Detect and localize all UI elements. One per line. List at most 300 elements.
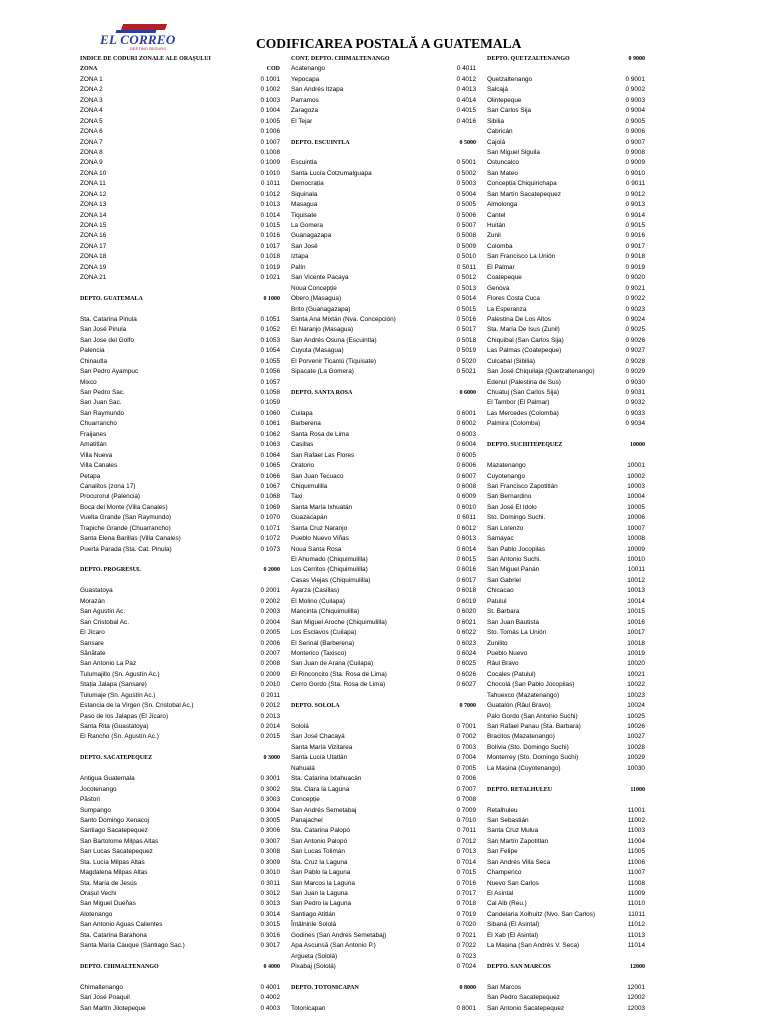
postal-code-row bbox=[487, 701, 645, 711]
place-name: ZONA 18 bbox=[80, 253, 107, 261]
postal-code-row bbox=[80, 378, 280, 388]
postal-code: 0 2007 bbox=[260, 649, 280, 657]
postal-code-row bbox=[487, 576, 645, 586]
postal-code: 0 5014 bbox=[456, 295, 476, 303]
place-name: Monterrey (Sto. Domingo Suchi) bbox=[487, 754, 579, 762]
department-name: DEPTO. GUATEMALA bbox=[80, 296, 143, 303]
place-name: Cajolá bbox=[487, 138, 506, 146]
place-name: Trapiche Grande (Chuarrancho) bbox=[80, 524, 171, 532]
postal-code-row bbox=[291, 795, 476, 805]
postal-code-row bbox=[487, 837, 645, 847]
postal-code-row bbox=[80, 597, 280, 607]
postal-code: 0 5011 bbox=[456, 263, 476, 271]
postal-code: 0 2006 bbox=[260, 639, 280, 647]
postal-code-row bbox=[80, 941, 280, 951]
place-name: Stația Jalapa (Sansare) bbox=[80, 681, 147, 689]
place-name: INDICE DE CODURI ZONALE ALE ORAȘULUI bbox=[80, 56, 211, 62]
postal-code: 0 3002 bbox=[260, 785, 280, 793]
postal-code: 0 9014 bbox=[625, 211, 645, 219]
place-name: Palín bbox=[291, 263, 306, 271]
place-name: ZONA 15 bbox=[80, 222, 107, 229]
postal-code: 0 4014 bbox=[456, 96, 476, 104]
postal-code: 0 3005 bbox=[260, 816, 280, 824]
place-name: Cantel bbox=[487, 211, 506, 219]
postal-code: 0 7008 bbox=[456, 796, 476, 804]
postal-code-row bbox=[80, 325, 280, 335]
postal-code: 0 9002 bbox=[625, 86, 645, 94]
place-name: Sta. Lucía Milpas Altas bbox=[80, 858, 145, 866]
place-name: San Vicente Pacaya bbox=[291, 274, 349, 282]
department-name: DEPTO. CHIMALTENANGO bbox=[80, 964, 159, 971]
place-name: San Antonio Suchi. bbox=[487, 556, 542, 563]
postal-code: 0 7013 bbox=[456, 848, 476, 856]
place-name: Sansare bbox=[80, 639, 104, 647]
postal-code: 0 1062 bbox=[260, 430, 280, 438]
postal-code: 0 1056 bbox=[260, 368, 280, 376]
place-name: San Juan de Arana (Cuilapa) bbox=[291, 660, 374, 668]
postal-code-row bbox=[487, 472, 645, 482]
place-name: El Ahumado (Chiquimulilla) bbox=[291, 556, 368, 563]
place-name: Sta. Cruz la Laguna bbox=[291, 858, 348, 866]
column-heading bbox=[80, 64, 280, 74]
postal-code: 0 5004 bbox=[456, 190, 476, 198]
place-name: CONT. DEPTO. CHIMALTENANGO bbox=[291, 56, 390, 62]
postal-code: 11002 bbox=[627, 816, 645, 824]
postal-code: 0 9006 bbox=[625, 128, 645, 136]
postal-code-row bbox=[291, 252, 476, 262]
place-name: San Andrés Osuna (Escuintla) bbox=[291, 336, 377, 344]
postal-code-row bbox=[487, 712, 645, 722]
postal-code: 0 9017 bbox=[625, 242, 645, 250]
postal-code-row bbox=[291, 294, 476, 304]
place-name: Santo Domingo Xenacoj bbox=[80, 816, 149, 824]
postal-code: 0 1059 bbox=[260, 399, 280, 407]
postal-code: 10020 bbox=[627, 660, 645, 668]
place-name: Los Esclavos (Cuilapa) bbox=[291, 629, 357, 637]
department-name: DEPTO. SANTA ROSA bbox=[291, 390, 353, 396]
postal-code-row bbox=[80, 190, 280, 200]
postal-code: 0 6002 bbox=[456, 420, 476, 428]
postal-code: 10027 bbox=[627, 733, 645, 741]
postal-code: 0 6020 bbox=[456, 608, 476, 616]
place-name: Yepocapa bbox=[291, 75, 320, 83]
place-name: Champerico bbox=[487, 869, 522, 877]
postal-code: 10012 bbox=[627, 576, 645, 584]
postal-code-row bbox=[80, 430, 280, 440]
postal-code: 10014 bbox=[627, 597, 645, 605]
postal-code-row bbox=[291, 910, 476, 920]
postal-code: 10021 bbox=[627, 670, 645, 678]
postal-code-row bbox=[487, 409, 645, 419]
postal-code-row bbox=[80, 242, 280, 252]
postal-code-row bbox=[487, 179, 645, 189]
postal-code: 0 2014 bbox=[260, 723, 280, 730]
postal-code: 0 3004 bbox=[260, 806, 280, 814]
postal-code-row bbox=[291, 492, 476, 502]
column-heading bbox=[80, 54, 280, 64]
place-name: Culcabal (Sibilia) bbox=[487, 357, 535, 365]
place-name: San Agustín Ac. bbox=[80, 608, 126, 616]
place-name: Râul Bravo bbox=[487, 660, 519, 668]
postal-code-row bbox=[80, 847, 280, 857]
postal-code-row bbox=[487, 920, 645, 930]
postal-code-row bbox=[487, 221, 645, 231]
postal-code: 10003 bbox=[627, 482, 645, 490]
postal-code: 0 6010 bbox=[456, 503, 476, 511]
postal-code: 10008 bbox=[627, 535, 645, 543]
place-name: San Rafael Las Flores bbox=[291, 451, 355, 459]
place-name: Santa Lucía Utatlán bbox=[291, 754, 348, 762]
postal-code: 0 9022 bbox=[625, 295, 645, 303]
postal-code: 0 1067 bbox=[260, 482, 280, 490]
place-name: Santa Rosa de Lima bbox=[291, 430, 349, 438]
postal-code-row bbox=[291, 586, 476, 596]
place-name: Cocales (Patulul) bbox=[487, 670, 536, 678]
page-title: CODIFICAREA POSTALĂ A GUATEMALA bbox=[256, 36, 522, 51]
place-name: Santa Lucía Cotzumalguapa bbox=[291, 169, 372, 177]
postal-code: 0 1019 bbox=[260, 263, 280, 271]
postal-code: 0 9019 bbox=[625, 263, 645, 271]
postal-code: 0 5013 bbox=[456, 284, 476, 292]
place-name: Santa Elena Barillas (Villa Canales) bbox=[80, 535, 181, 543]
place-name: Monterico (Taxisco) bbox=[291, 649, 347, 657]
place-name: San Pedro Sacatepequez bbox=[487, 994, 560, 1002]
place-name: San Andrés Semetabaj bbox=[291, 806, 357, 814]
postal-code: 0 7005 bbox=[456, 764, 476, 772]
postal-code: 0 1052 bbox=[260, 326, 280, 334]
postal-code-row bbox=[487, 691, 645, 701]
postal-code: 10022 bbox=[627, 681, 645, 689]
postal-code: 11013 bbox=[627, 931, 645, 939]
postal-code-row bbox=[80, 732, 280, 742]
postal-code-row bbox=[487, 305, 645, 315]
postal-code-row bbox=[291, 169, 476, 179]
place-name: Păstori bbox=[80, 796, 100, 804]
postal-code-row bbox=[291, 858, 476, 868]
postal-code: 0 6004 bbox=[456, 441, 476, 449]
postal-code-row bbox=[487, 597, 645, 607]
postal-code: 11005 bbox=[627, 848, 645, 856]
postal-code-row bbox=[80, 451, 280, 461]
postal-code-row bbox=[487, 273, 645, 283]
place-name: El Serinal (Barberena) bbox=[291, 639, 355, 647]
postal-code: 0 7019 bbox=[456, 910, 476, 918]
place-name: Noua Concepție bbox=[291, 284, 337, 292]
place-name: Huitán bbox=[487, 222, 506, 229]
postal-code: 0 7009 bbox=[456, 806, 476, 814]
postal-code-row bbox=[291, 806, 476, 816]
postal-code: 0 5007 bbox=[456, 222, 476, 229]
place-name: Cal Alb (Reu.) bbox=[487, 900, 527, 908]
place-name: Tulumaje (Sn. Agustín Ac.) bbox=[80, 691, 156, 699]
postal-code: 11012 bbox=[627, 921, 645, 929]
spacer-row bbox=[291, 398, 476, 408]
department-heading bbox=[291, 701, 476, 711]
place-name: Santa Cruz Mulua bbox=[487, 827, 539, 835]
place-name: Sănătate bbox=[80, 649, 106, 657]
postal-code-row bbox=[487, 659, 645, 669]
postal-code-row bbox=[487, 169, 645, 179]
place-name: Mixco bbox=[80, 378, 97, 386]
postal-code: 0 9030 bbox=[625, 378, 645, 386]
postal-code-row bbox=[291, 117, 476, 127]
postal-code: 11009 bbox=[627, 890, 645, 897]
postal-code-row bbox=[291, 190, 476, 200]
postal-code: 0 1068 bbox=[260, 493, 280, 501]
postal-code: 0 7002 bbox=[456, 733, 476, 741]
postal-code: 0 4000 bbox=[263, 964, 280, 971]
postal-code-row bbox=[80, 983, 280, 993]
postal-code-row bbox=[291, 962, 476, 972]
place-name: Magdalena Milpas Altas bbox=[80, 869, 148, 877]
postal-code: 0 5010 bbox=[456, 253, 476, 261]
postal-code-column-3 bbox=[487, 54, 645, 1014]
postal-code: 10028 bbox=[627, 743, 645, 751]
place-name: Pixabaj (Sololá) bbox=[291, 963, 336, 971]
postal-code: 0 6009 bbox=[456, 493, 476, 501]
postal-code: 0 8001 bbox=[456, 1004, 476, 1012]
place-name: ZONA 13 bbox=[80, 201, 107, 209]
postal-code: 0 1063 bbox=[260, 441, 280, 449]
postal-code-row bbox=[487, 252, 645, 262]
postal-code: 0 5006 bbox=[456, 211, 476, 219]
postal-code-row bbox=[80, 461, 280, 471]
place-name: Paso de los Jalapas (El Jícaro) bbox=[80, 712, 169, 720]
postal-code-row bbox=[80, 252, 280, 262]
postal-code-row bbox=[291, 607, 476, 617]
postal-code-row bbox=[291, 545, 476, 555]
place-name: Quetzaltenango bbox=[487, 75, 533, 83]
postal-code-row bbox=[487, 628, 645, 638]
place-name: Guastatoya bbox=[80, 587, 113, 595]
postal-code: 0 1057 bbox=[260, 378, 280, 386]
postal-code-row bbox=[487, 826, 645, 836]
postal-code-row bbox=[291, 868, 476, 878]
place-name: Puerta Parada (Sta. Cat. Pinula) bbox=[80, 545, 172, 553]
postal-code: 0 9027 bbox=[625, 347, 645, 355]
postal-code-row bbox=[80, 158, 280, 168]
place-name: Guatalón (Râul Bravo) bbox=[487, 702, 551, 710]
postal-code-row bbox=[487, 127, 645, 137]
postal-code-row bbox=[291, 565, 476, 575]
postal-code: 10001 bbox=[627, 462, 645, 470]
postal-code-row bbox=[291, 524, 476, 534]
postal-code: 0 9000 bbox=[628, 56, 645, 62]
postal-code: 0 3015 bbox=[260, 921, 280, 929]
postal-code-row bbox=[291, 346, 476, 356]
postal-code: 0 2000 bbox=[263, 567, 280, 574]
postal-code: 0 9001 bbox=[625, 75, 645, 83]
postal-code: 11011 bbox=[628, 910, 645, 918]
place-name: ZONA 6 bbox=[80, 128, 103, 136]
postal-code-row bbox=[291, 889, 476, 899]
postal-code-row bbox=[291, 357, 476, 367]
department-heading bbox=[487, 440, 645, 450]
postal-code-row bbox=[80, 357, 280, 367]
place-name: El Rancho (Sn. Agustín Ac.) bbox=[80, 733, 159, 741]
place-name: San Carlos Sija bbox=[487, 107, 532, 115]
postal-code: 0 7022 bbox=[456, 942, 476, 950]
place-name: San Juan Sac. bbox=[80, 399, 122, 407]
postal-code-row bbox=[291, 555, 476, 565]
postal-code-row bbox=[291, 680, 476, 690]
postal-code-row bbox=[80, 472, 280, 482]
postal-code-row bbox=[291, 774, 476, 784]
place-name: San Cristobal Ac. bbox=[80, 618, 130, 626]
place-name: Acatenango bbox=[291, 65, 326, 73]
place-name: ZONA 17 bbox=[80, 242, 107, 250]
place-name: Fraijanes bbox=[80, 430, 107, 438]
postal-code-row bbox=[80, 169, 280, 179]
place-name: Apa Ascunsă (San Antonio P.) bbox=[291, 942, 376, 950]
postal-code: 0 7020 bbox=[456, 921, 476, 929]
place-name: San José Pinula bbox=[80, 326, 127, 334]
place-name: Ayarza (Casillas) bbox=[291, 587, 340, 595]
postal-code: 0 6018 bbox=[456, 587, 476, 595]
postal-code: 0 1064 bbox=[260, 451, 280, 459]
place-name: Escuintla bbox=[291, 159, 317, 167]
place-name: ZONA 3 bbox=[80, 96, 103, 104]
postal-code: 0 1009 bbox=[260, 159, 280, 167]
postal-code-row bbox=[291, 732, 476, 742]
postal-code: 0 4016 bbox=[456, 117, 476, 125]
place-name: San Raymundo bbox=[80, 409, 125, 417]
place-name: San Sebastián bbox=[487, 816, 529, 824]
postal-code: 0 1013 bbox=[260, 201, 280, 209]
place-name: Edenul (Palestina de Sus) bbox=[487, 378, 561, 386]
postal-code-row bbox=[291, 336, 476, 346]
place-name: Concepția Chiquirichapa bbox=[487, 180, 557, 188]
postal-code: 0 7000 bbox=[459, 703, 476, 710]
place-name: Sibaná (El Asintal) bbox=[487, 921, 540, 929]
place-name: San Andrés Itzapa bbox=[291, 86, 344, 94]
postal-code: 10005 bbox=[627, 503, 645, 511]
place-name: Petapa bbox=[80, 472, 101, 480]
postal-code-row bbox=[291, 931, 476, 941]
spacer-row bbox=[487, 774, 645, 784]
postal-code: 0 6016 bbox=[456, 566, 476, 574]
postal-code: 0 6001 bbox=[456, 409, 476, 417]
postal-code-row bbox=[80, 816, 280, 826]
postal-code-row bbox=[80, 628, 280, 638]
postal-code: 11004 bbox=[627, 837, 645, 845]
postal-code: 0 7007 bbox=[456, 785, 476, 793]
postal-code-row bbox=[80, 419, 280, 429]
postal-code: 0 9034 bbox=[625, 420, 645, 428]
postal-code: 0 5008 bbox=[456, 232, 476, 240]
postal-code: 10030 bbox=[627, 764, 645, 772]
postal-code-row bbox=[291, 826, 476, 836]
place-name: Panajachel bbox=[291, 816, 323, 824]
spacer-row bbox=[487, 430, 645, 440]
place-name: Santa Cruz Naranjo bbox=[291, 524, 348, 532]
postal-code-row bbox=[291, 649, 476, 659]
postal-code-row bbox=[80, 75, 280, 85]
department-heading bbox=[80, 294, 280, 304]
postal-code-row bbox=[291, 409, 476, 419]
postal-code-row bbox=[291, 158, 476, 168]
postal-code-row bbox=[80, 649, 280, 659]
postal-code: 0 5000 bbox=[459, 139, 476, 146]
postal-code: 0 3016 bbox=[260, 931, 280, 939]
postal-code: 10029 bbox=[627, 754, 645, 762]
postal-code: 0 4011 bbox=[456, 65, 476, 73]
postal-code: 0 2013 bbox=[260, 712, 280, 720]
place-name: San Jose del Golfo bbox=[80, 336, 134, 344]
postal-code: 0 2002 bbox=[260, 597, 280, 605]
postal-code-row bbox=[487, 336, 645, 346]
postal-code: 0 1000 bbox=[263, 296, 280, 303]
postal-code: 0 2005 bbox=[260, 629, 280, 637]
postal-code: 0 1003 bbox=[260, 96, 280, 104]
postal-code-row bbox=[487, 565, 645, 575]
postal-code-row bbox=[487, 743, 645, 753]
postal-code: 0 2015 bbox=[260, 733, 280, 741]
department-name: DEPTO. ESCUINTLA bbox=[291, 139, 350, 146]
postal-code-row bbox=[487, 325, 645, 335]
place-name: Procurorul (Palencia) bbox=[80, 493, 141, 501]
postal-code: 0 9024 bbox=[625, 315, 645, 323]
postal-code: 10006 bbox=[627, 514, 645, 522]
place-name: San Antonio La Paz bbox=[80, 660, 137, 668]
department-heading bbox=[291, 388, 476, 398]
postal-code: 11010 bbox=[627, 900, 645, 908]
postal-code-row bbox=[487, 732, 645, 742]
postal-code: 0 2009 bbox=[260, 670, 280, 678]
place-name: Sta. Catarina Pinula bbox=[80, 315, 137, 323]
postal-code: 0 1021 bbox=[260, 274, 280, 282]
department-name: DEPTO. TOTONICAPAN bbox=[291, 984, 359, 991]
postal-code: 10007 bbox=[627, 524, 645, 532]
postal-code: 12002 bbox=[627, 994, 645, 1002]
place-name: Sta. Catarina Barahona bbox=[80, 931, 147, 939]
place-name: Sta. María De Isus (Zunil) bbox=[487, 326, 560, 334]
place-name: ZONA 21 bbox=[80, 274, 107, 282]
postal-code-row bbox=[80, 388, 280, 398]
place-name: Santa María Ixhuatán bbox=[291, 503, 353, 511]
postal-code-row bbox=[487, 388, 645, 398]
postal-code-row bbox=[487, 513, 645, 523]
postal-code: 11008 bbox=[627, 879, 645, 887]
place-name: Sto. Domingo Suchi. bbox=[487, 514, 546, 522]
place-name: Candelaria Xolhuitz (Nvo. San Carlos) bbox=[487, 910, 595, 918]
postal-code: 0 9004 bbox=[625, 107, 645, 115]
postal-code: 0 2012 bbox=[260, 702, 280, 710]
postal-code-row bbox=[487, 722, 645, 732]
postal-code: 10017 bbox=[627, 629, 645, 637]
postal-code: 0 6011 bbox=[456, 514, 476, 522]
postal-code: 0 1016 bbox=[260, 232, 280, 240]
place-name: San Miguel Panán bbox=[487, 566, 540, 574]
place-name: San Martín Zapotitlan bbox=[487, 837, 549, 845]
postal-code: 0 3017 bbox=[260, 942, 280, 950]
postal-code: 0 7023 bbox=[456, 952, 476, 960]
place-name: San Bartolome Milpas Altas bbox=[80, 837, 159, 845]
postal-code-row bbox=[80, 336, 280, 346]
postal-code-row bbox=[291, 743, 476, 753]
postal-code-row bbox=[487, 649, 645, 659]
postal-code-column-2 bbox=[291, 54, 476, 1014]
postal-code: 0 6026 bbox=[456, 670, 476, 678]
place-name: Nahualá bbox=[291, 764, 315, 772]
postal-code: 0 9011 bbox=[625, 180, 645, 188]
postal-code-row bbox=[80, 806, 280, 816]
postal-code-row bbox=[80, 826, 280, 836]
place-name: Argueta (Sololá) bbox=[291, 952, 338, 960]
postal-code-row bbox=[80, 618, 280, 628]
postal-code-row bbox=[487, 315, 645, 325]
postal-code: 10010 bbox=[627, 556, 645, 563]
